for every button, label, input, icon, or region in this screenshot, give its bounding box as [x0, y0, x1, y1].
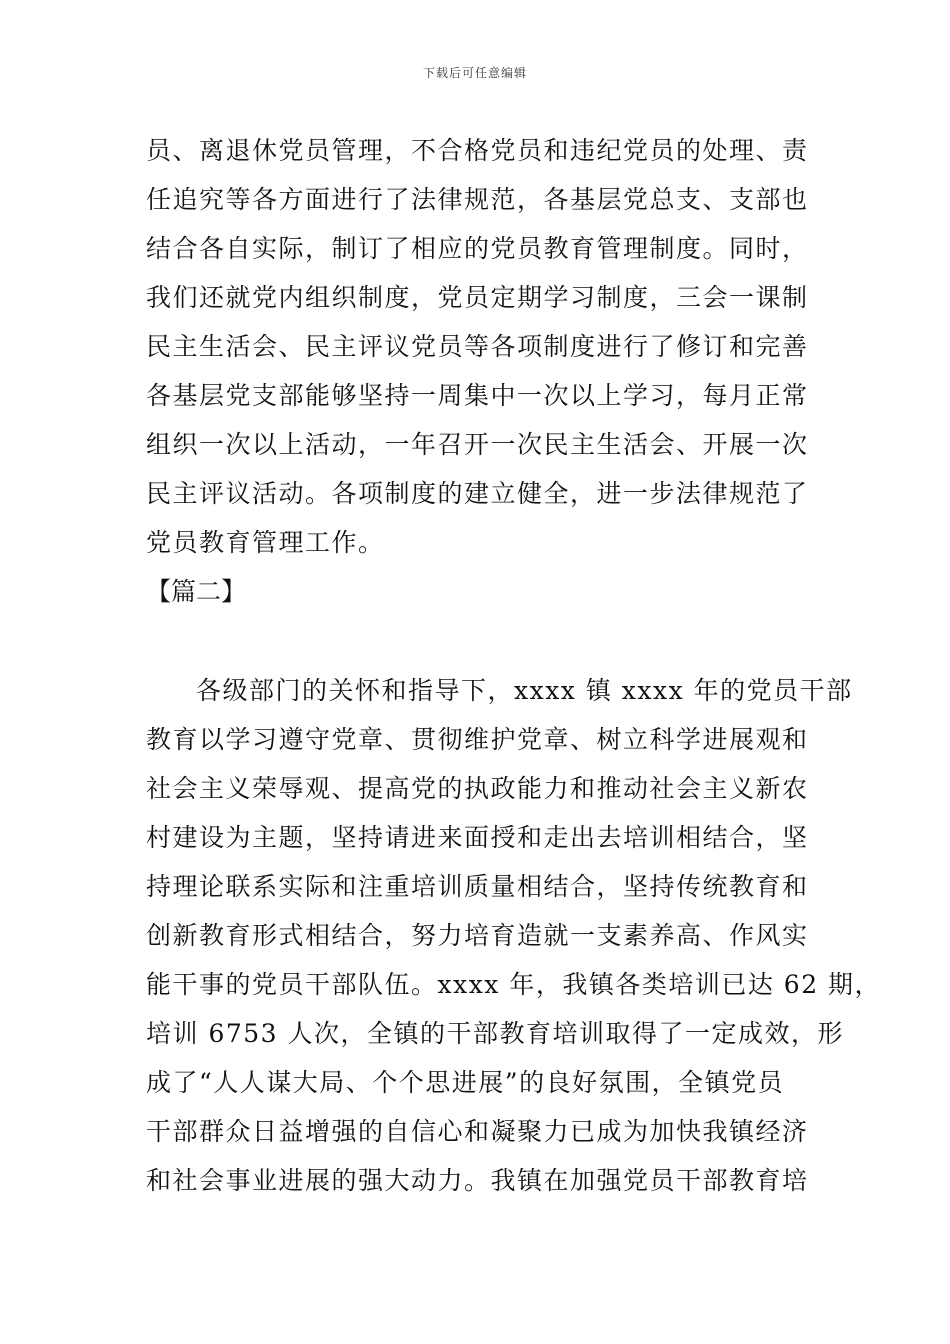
text-line: 组织一次以上活动，一年召开一次民主生活会、开展一次: [146, 430, 809, 459]
text-line: 社会主义荣辱观、提高党的执政能力和推动社会主义新农: [146, 774, 809, 803]
text-line: 成了“人人谋大局、个个思进展”的良好氛围，全镇党员: [146, 1068, 785, 1097]
text-line: 能干事的党员干部队伍。xxxx 年，我镇各类培训已达 62 期，: [146, 970, 882, 999]
text-line: 任追究等各方面进行了法律规范，各基层党总支、支部也: [146, 185, 809, 214]
text-line: 结合各自实际，制订了相应的党员教育管理制度。同时，: [146, 234, 809, 263]
text-line: 持理论联系实际和注重培训质量相结合，坚持传统教育和: [146, 872, 809, 901]
text-line: 干部群众日益增强的自信心和凝聚力已成为加快我镇经济: [146, 1117, 809, 1146]
text-line: 民主生活会、民主评议党员等各项制度进行了修订和完善: [146, 332, 809, 361]
text-line: 党员教育管理工作。: [146, 528, 385, 557]
document-body: [146, 126, 882, 1205]
paragraph-1: [146, 126, 816, 567]
text-line: 教育以学习遵守党章、贯彻维护党章、树立科学进展观和: [146, 725, 809, 754]
text-line: 员、离退休党员管理，不合格党员和违纪党员的处理、责: [146, 136, 809, 165]
paragraph-2: [146, 666, 882, 1205]
text-line: 我们还就党内组织制度，党员定期学习制度，三会一课制: [146, 283, 809, 312]
text-line: 各基层党支部能够坚持一周集中一次以上学习，每月正常: [146, 381, 809, 410]
text-line: 和社会事业进展的强大动力。我镇在加强党员干部教育培: [146, 1166, 809, 1195]
text-line: 创新教育形式相结合，努力培育造就一支素养高、作风实: [146, 921, 809, 950]
page-header-note: 下载后可任意编辑: [422, 66, 527, 80]
text-line: 民主评议活动。各项制度的建立健全，进一步法律规范了: [146, 479, 809, 508]
text-line: 村建设为主题，坚持请进来面授和走出去培训相结合，坚: [146, 823, 809, 852]
section-title: 【篇二】: [146, 577, 247, 606]
text-line: 培训 6753 人次，全镇的干部教育培训取得了一定成效，形: [146, 1019, 845, 1048]
text-line: 各级部门的关怀和指导下，xxxx 镇 xxxx 年的党员干部: [196, 676, 853, 705]
blank-spacer: [146, 616, 816, 666]
